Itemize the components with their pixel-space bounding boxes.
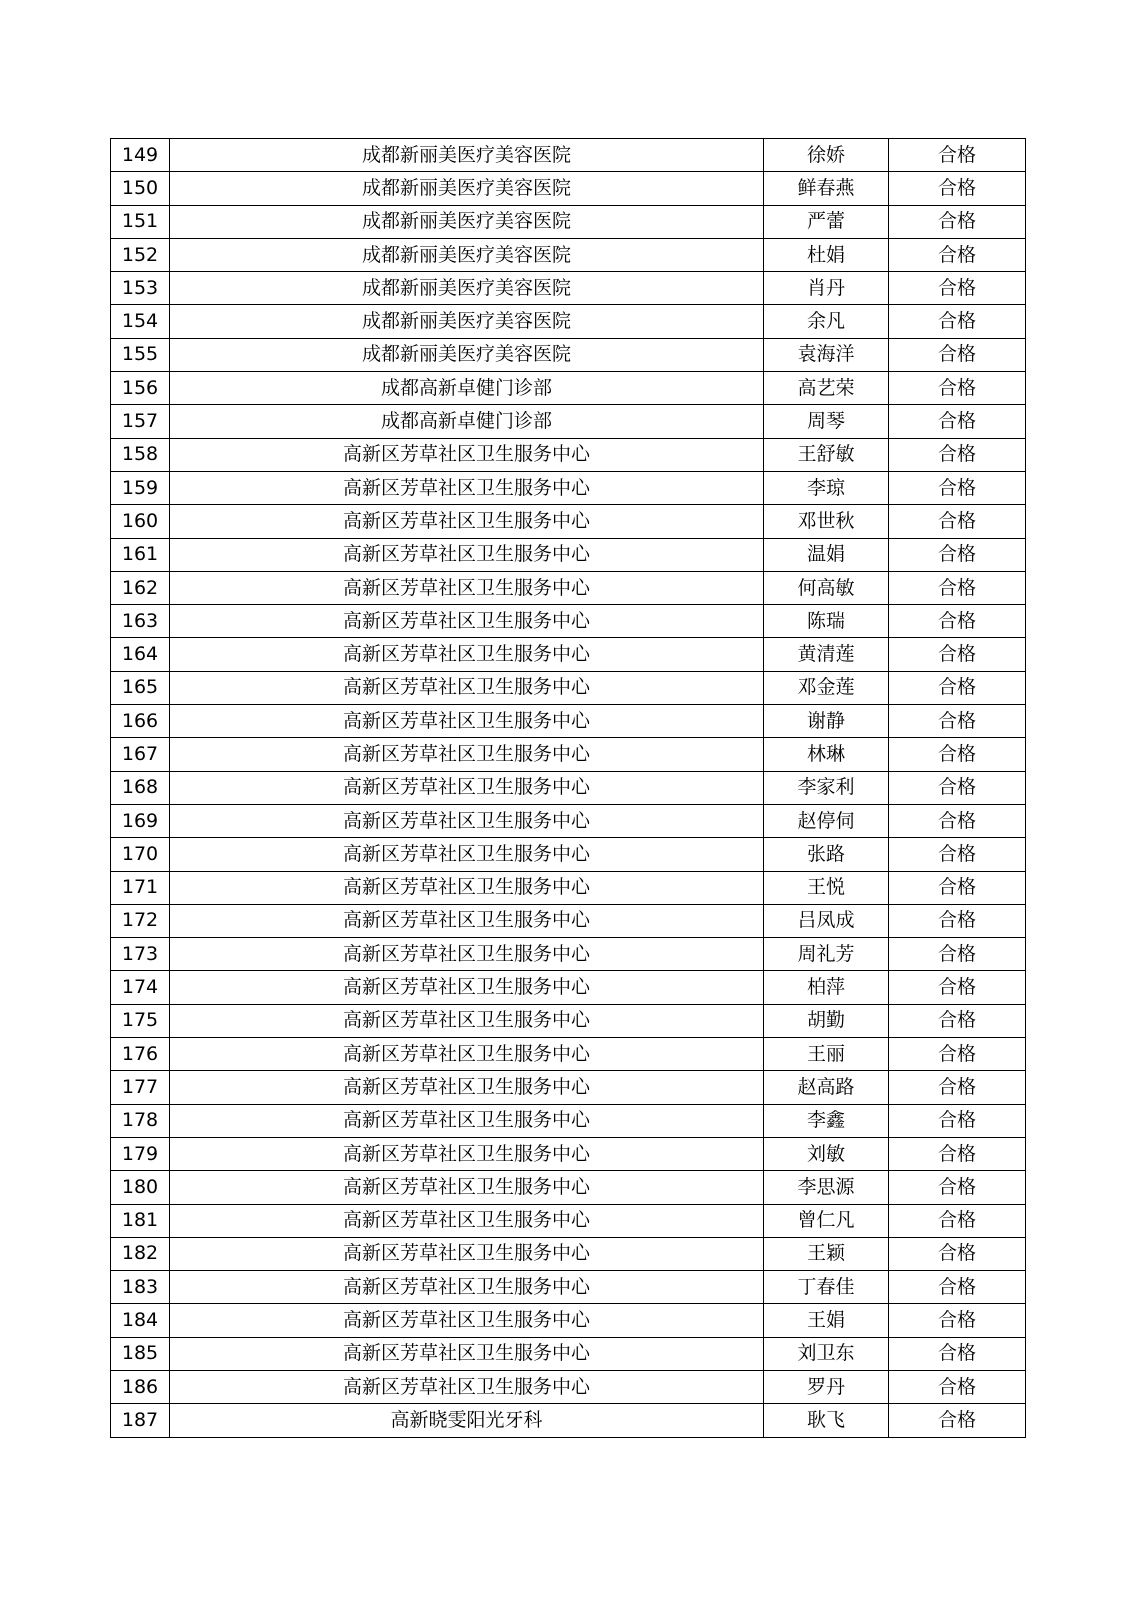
table-row xyxy=(111,1104,1026,1137)
table-row xyxy=(111,1204,1026,1237)
table-row xyxy=(111,1337,1026,1370)
result-cell: 合格 xyxy=(889,272,1026,305)
person-name-cell: 刘卫东 xyxy=(764,1337,889,1370)
table-row xyxy=(111,671,1026,704)
organization-cell: 高新区芳草社区卫生服务中心 xyxy=(170,1137,764,1170)
table-row xyxy=(111,1370,1026,1403)
result-cell: 合格 xyxy=(889,904,1026,937)
result-cell: 合格 xyxy=(889,871,1026,904)
row-number-cell: 158 xyxy=(111,438,170,471)
row-number-cell: 171 xyxy=(111,871,170,904)
person-name-cell: 邓金莲 xyxy=(764,671,889,704)
table-row xyxy=(111,1271,1026,1304)
organization-cell: 高新区芳草社区卫生服务中心 xyxy=(170,538,764,571)
row-number-cell: 186 xyxy=(111,1370,170,1403)
result-cell: 合格 xyxy=(889,705,1026,738)
organization-cell: 高新区芳草社区卫生服务中心 xyxy=(170,505,764,538)
roster-table xyxy=(110,138,1026,1438)
person-name-cell: 吕凤成 xyxy=(764,904,889,937)
table-row xyxy=(111,438,1026,471)
result-cell: 合格 xyxy=(889,938,1026,971)
table-row xyxy=(111,471,1026,504)
table-row xyxy=(111,838,1026,871)
person-name-cell: 赵停伺 xyxy=(764,804,889,837)
result-cell: 合格 xyxy=(889,1271,1026,1304)
row-number-cell: 153 xyxy=(111,272,170,305)
result-cell: 合格 xyxy=(889,1171,1026,1204)
row-number-cell: 157 xyxy=(111,405,170,438)
organization-cell: 高新区芳草社区卫生服务中心 xyxy=(170,1071,764,1104)
result-cell: 合格 xyxy=(889,139,1026,172)
result-cell: 合格 xyxy=(889,804,1026,837)
organization-cell: 成都新丽美医疗美容医院 xyxy=(170,272,764,305)
result-cell: 合格 xyxy=(889,338,1026,371)
organization-cell: 高新区芳草社区卫生服务中心 xyxy=(170,871,764,904)
table-row xyxy=(111,505,1026,538)
row-number-cell: 155 xyxy=(111,338,170,371)
organization-cell: 成都新丽美医疗美容医院 xyxy=(170,338,764,371)
organization-cell: 高新区芳草社区卫生服务中心 xyxy=(170,571,764,604)
result-cell: 合格 xyxy=(889,771,1026,804)
table-row xyxy=(111,172,1026,205)
person-name-cell: 刘敏 xyxy=(764,1137,889,1170)
person-name-cell: 王舒敏 xyxy=(764,438,889,471)
row-number-cell: 159 xyxy=(111,471,170,504)
person-name-cell: 曾仁凡 xyxy=(764,1204,889,1237)
organization-cell: 高新区芳草社区卫生服务中心 xyxy=(170,471,764,504)
person-name-cell: 张路 xyxy=(764,838,889,871)
row-number-cell: 160 xyxy=(111,505,170,538)
organization-cell: 高新区芳草社区卫生服务中心 xyxy=(170,1171,764,1204)
table-row xyxy=(111,1071,1026,1104)
organization-cell: 高新区芳草社区卫生服务中心 xyxy=(170,671,764,704)
table-row xyxy=(111,238,1026,271)
organization-cell: 高新区芳草社区卫生服务中心 xyxy=(170,1004,764,1037)
result-cell: 合格 xyxy=(889,1337,1026,1370)
organization-cell: 高新晓雯阳光牙科 xyxy=(170,1404,764,1437)
organization-cell: 高新区芳草社区卫生服务中心 xyxy=(170,771,764,804)
person-name-cell: 李琼 xyxy=(764,471,889,504)
organization-cell: 高新区芳草社区卫生服务中心 xyxy=(170,738,764,771)
result-cell: 合格 xyxy=(889,505,1026,538)
result-cell: 合格 xyxy=(889,971,1026,1004)
row-number-cell: 169 xyxy=(111,804,170,837)
person-name-cell: 周琴 xyxy=(764,405,889,438)
person-name-cell: 徐娇 xyxy=(764,139,889,172)
result-cell: 合格 xyxy=(889,1304,1026,1337)
organization-cell: 高新区芳草社区卫生服务中心 xyxy=(170,1237,764,1270)
row-number-cell: 177 xyxy=(111,1071,170,1104)
result-cell: 合格 xyxy=(889,838,1026,871)
result-cell: 合格 xyxy=(889,205,1026,238)
person-name-cell: 柏萍 xyxy=(764,971,889,1004)
table-row xyxy=(111,538,1026,571)
row-number-cell: 151 xyxy=(111,205,170,238)
result-cell: 合格 xyxy=(889,571,1026,604)
result-cell: 合格 xyxy=(889,1204,1026,1237)
person-name-cell: 李思源 xyxy=(764,1171,889,1204)
table-row xyxy=(111,272,1026,305)
row-number-cell: 180 xyxy=(111,1171,170,1204)
table-row xyxy=(111,904,1026,937)
result-cell: 合格 xyxy=(889,738,1026,771)
person-name-cell: 王丽 xyxy=(764,1038,889,1071)
table-row xyxy=(111,205,1026,238)
row-number-cell: 174 xyxy=(111,971,170,1004)
table-row xyxy=(111,1304,1026,1337)
table-row xyxy=(111,1038,1026,1071)
result-cell: 合格 xyxy=(889,372,1026,405)
organization-cell: 高新区芳草社区卫生服务中心 xyxy=(170,971,764,1004)
person-name-cell: 王悦 xyxy=(764,871,889,904)
organization-cell: 成都高新卓健门诊部 xyxy=(170,372,764,405)
person-name-cell: 高艺荣 xyxy=(764,372,889,405)
person-name-cell: 林琳 xyxy=(764,738,889,771)
person-name-cell: 黄清莲 xyxy=(764,638,889,671)
result-cell: 合格 xyxy=(889,405,1026,438)
result-cell: 合格 xyxy=(889,172,1026,205)
person-name-cell: 余凡 xyxy=(764,305,889,338)
organization-cell: 高新区芳草社区卫生服务中心 xyxy=(170,804,764,837)
row-number-cell: 167 xyxy=(111,738,170,771)
row-number-cell: 173 xyxy=(111,938,170,971)
person-name-cell: 李鑫 xyxy=(764,1104,889,1137)
organization-cell: 成都新丽美医疗美容医院 xyxy=(170,172,764,205)
row-number-cell: 178 xyxy=(111,1104,170,1137)
person-name-cell: 耿飞 xyxy=(764,1404,889,1437)
person-name-cell: 严蕾 xyxy=(764,205,889,238)
organization-cell: 成都高新卓健门诊部 xyxy=(170,405,764,438)
organization-cell: 高新区芳草社区卫生服务中心 xyxy=(170,638,764,671)
table-row xyxy=(111,804,1026,837)
result-cell: 合格 xyxy=(889,1004,1026,1037)
person-name-cell: 王颖 xyxy=(764,1237,889,1270)
person-name-cell: 罗丹 xyxy=(764,1370,889,1403)
organization-cell: 高新区芳草社区卫生服务中心 xyxy=(170,1271,764,1304)
table-row xyxy=(111,338,1026,371)
result-cell: 合格 xyxy=(889,1038,1026,1071)
row-number-cell: 164 xyxy=(111,638,170,671)
result-cell: 合格 xyxy=(889,1237,1026,1270)
person-name-cell: 何高敏 xyxy=(764,571,889,604)
row-number-cell: 181 xyxy=(111,1204,170,1237)
person-name-cell: 鲜春燕 xyxy=(764,172,889,205)
result-cell: 合格 xyxy=(889,1071,1026,1104)
table-row xyxy=(111,1237,1026,1270)
result-cell: 合格 xyxy=(889,605,1026,638)
organization-cell: 成都新丽美医疗美容医院 xyxy=(170,305,764,338)
row-number-cell: 166 xyxy=(111,705,170,738)
person-name-cell: 王娟 xyxy=(764,1304,889,1337)
organization-cell: 高新区芳草社区卫生服务中心 xyxy=(170,1038,764,1071)
table-row xyxy=(111,938,1026,971)
table-row xyxy=(111,771,1026,804)
row-number-cell: 168 xyxy=(111,771,170,804)
result-cell: 合格 xyxy=(889,1370,1026,1403)
row-number-cell: 163 xyxy=(111,605,170,638)
row-number-cell: 175 xyxy=(111,1004,170,1037)
row-number-cell: 152 xyxy=(111,238,170,271)
roster-table-body xyxy=(111,139,1026,1438)
person-name-cell: 肖丹 xyxy=(764,272,889,305)
row-number-cell: 185 xyxy=(111,1337,170,1370)
row-number-cell: 176 xyxy=(111,1038,170,1071)
organization-cell: 高新区芳草社区卫生服务中心 xyxy=(170,605,764,638)
row-number-cell: 183 xyxy=(111,1271,170,1304)
row-number-cell: 187 xyxy=(111,1404,170,1437)
organization-cell: 高新区芳草社区卫生服务中心 xyxy=(170,1204,764,1237)
result-cell: 合格 xyxy=(889,638,1026,671)
table-row xyxy=(111,738,1026,771)
organization-cell: 高新区芳草社区卫生服务中心 xyxy=(170,438,764,471)
table-row xyxy=(111,372,1026,405)
row-number-cell: 162 xyxy=(111,571,170,604)
row-number-cell: 154 xyxy=(111,305,170,338)
result-cell: 合格 xyxy=(889,1104,1026,1137)
table-row xyxy=(111,705,1026,738)
person-name-cell: 胡勤 xyxy=(764,1004,889,1037)
organization-cell: 高新区芳草社区卫生服务中心 xyxy=(170,1370,764,1403)
row-number-cell: 149 xyxy=(111,139,170,172)
table-row xyxy=(111,605,1026,638)
row-number-cell: 170 xyxy=(111,838,170,871)
table-row xyxy=(111,638,1026,671)
person-name-cell: 邓世秋 xyxy=(764,505,889,538)
person-name-cell: 赵高路 xyxy=(764,1071,889,1104)
result-cell: 合格 xyxy=(889,438,1026,471)
row-number-cell: 172 xyxy=(111,904,170,937)
result-cell: 合格 xyxy=(889,305,1026,338)
row-number-cell: 179 xyxy=(111,1137,170,1170)
organization-cell: 成都新丽美医疗美容医院 xyxy=(170,139,764,172)
organization-cell: 高新区芳草社区卫生服务中心 xyxy=(170,938,764,971)
organization-cell: 高新区芳草社区卫生服务中心 xyxy=(170,1104,764,1137)
table-row xyxy=(111,305,1026,338)
table-row xyxy=(111,571,1026,604)
organization-cell: 高新区芳草社区卫生服务中心 xyxy=(170,904,764,937)
table-row xyxy=(111,405,1026,438)
table-row xyxy=(111,1404,1026,1437)
person-name-cell: 杜娟 xyxy=(764,238,889,271)
person-name-cell: 丁春佳 xyxy=(764,1271,889,1304)
table-row xyxy=(111,871,1026,904)
row-number-cell: 184 xyxy=(111,1304,170,1337)
organization-cell: 高新区芳草社区卫生服务中心 xyxy=(170,1337,764,1370)
result-cell: 合格 xyxy=(889,671,1026,704)
person-name-cell: 温娟 xyxy=(764,538,889,571)
organization-cell: 高新区芳草社区卫生服务中心 xyxy=(170,1304,764,1337)
row-number-cell: 161 xyxy=(111,538,170,571)
table-row xyxy=(111,1171,1026,1204)
table-row xyxy=(111,1004,1026,1037)
organization-cell: 高新区芳草社区卫生服务中心 xyxy=(170,705,764,738)
organization-cell: 成都新丽美医疗美容医院 xyxy=(170,238,764,271)
person-name-cell: 谢静 xyxy=(764,705,889,738)
person-name-cell: 李家利 xyxy=(764,771,889,804)
row-number-cell: 165 xyxy=(111,671,170,704)
table-row xyxy=(111,139,1026,172)
person-name-cell: 周礼芳 xyxy=(764,938,889,971)
person-name-cell: 陈瑞 xyxy=(764,605,889,638)
result-cell: 合格 xyxy=(889,1137,1026,1170)
person-name-cell: 袁海洋 xyxy=(764,338,889,371)
result-cell: 合格 xyxy=(889,238,1026,271)
table-row xyxy=(111,971,1026,1004)
row-number-cell: 182 xyxy=(111,1237,170,1270)
organization-cell: 成都新丽美医疗美容医院 xyxy=(170,205,764,238)
organization-cell: 高新区芳草社区卫生服务中心 xyxy=(170,838,764,871)
row-number-cell: 150 xyxy=(111,172,170,205)
result-cell: 合格 xyxy=(889,538,1026,571)
result-cell: 合格 xyxy=(889,471,1026,504)
result-cell: 合格 xyxy=(889,1404,1026,1437)
row-number-cell: 156 xyxy=(111,372,170,405)
table-row xyxy=(111,1137,1026,1170)
